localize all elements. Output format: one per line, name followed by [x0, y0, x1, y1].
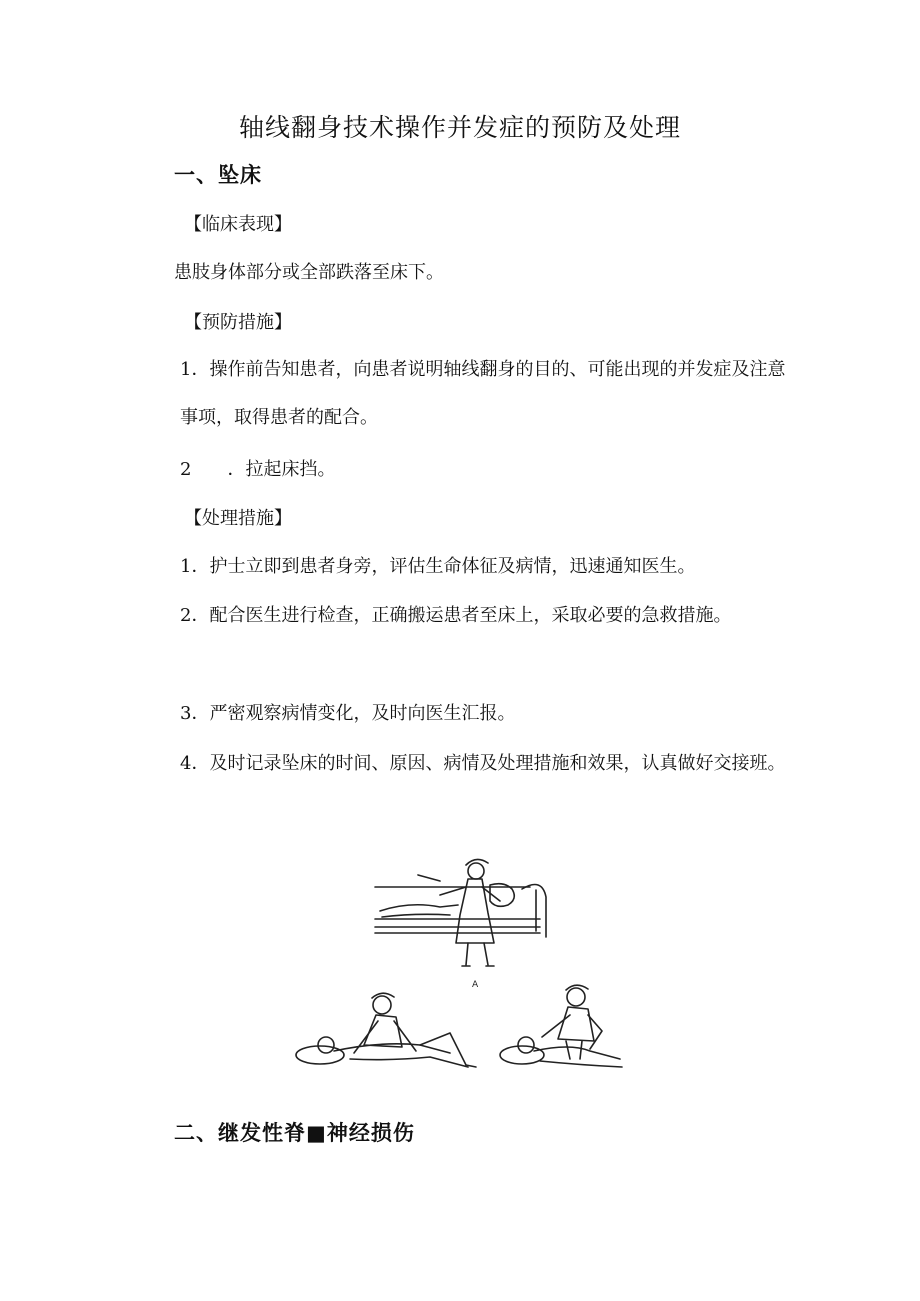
treatment-item-1: 1．护士立即到患者身旁，评估生命体征及病情，迅速通知医生。 [180, 556, 696, 577]
prevention-item-2: 2 ．拉起床挡。 [180, 459, 336, 480]
clinical-label: 【临床表现】 [184, 214, 292, 235]
nursing-illustration [290, 855, 640, 1085]
turning-scene-left [296, 993, 476, 1067]
prevention-label: 【预防措施】 [184, 312, 292, 333]
treatment-item-2: 2．配合医生进行检查，正确搬运患者至床上，采取必要的急救措施。 [180, 605, 732, 626]
clinical-text: 患肢身体部分或全部跌落至床下。 [174, 262, 444, 283]
treatment-item-4: 4．及时记录坠床的时间、原因、病情及处理措施和效果，认真做好交接班。 [180, 753, 786, 774]
bed-scene-top [375, 859, 546, 966]
turning-scene-right [500, 985, 622, 1067]
document-title: 轴线翻身技术操作并发症的预防及处理 [238, 113, 681, 142]
section-heading-spinal-injury: 二、继发性脊■神经损伤 [174, 1121, 415, 1145]
figure-label: A [472, 980, 479, 990]
section-heading-fall: 一、坠床 [174, 163, 262, 187]
treatment-label: 【处理措施】 [184, 508, 292, 529]
treatment-item-3: 3．严密观察病情变化，及时向医生汇报。 [180, 703, 516, 724]
prevention-item-1: 1．操作前告知患者，向患者说明轴线翻身的目的、可能出现的并发症及注意事项，取得患者的配合。 [180, 359, 786, 428]
